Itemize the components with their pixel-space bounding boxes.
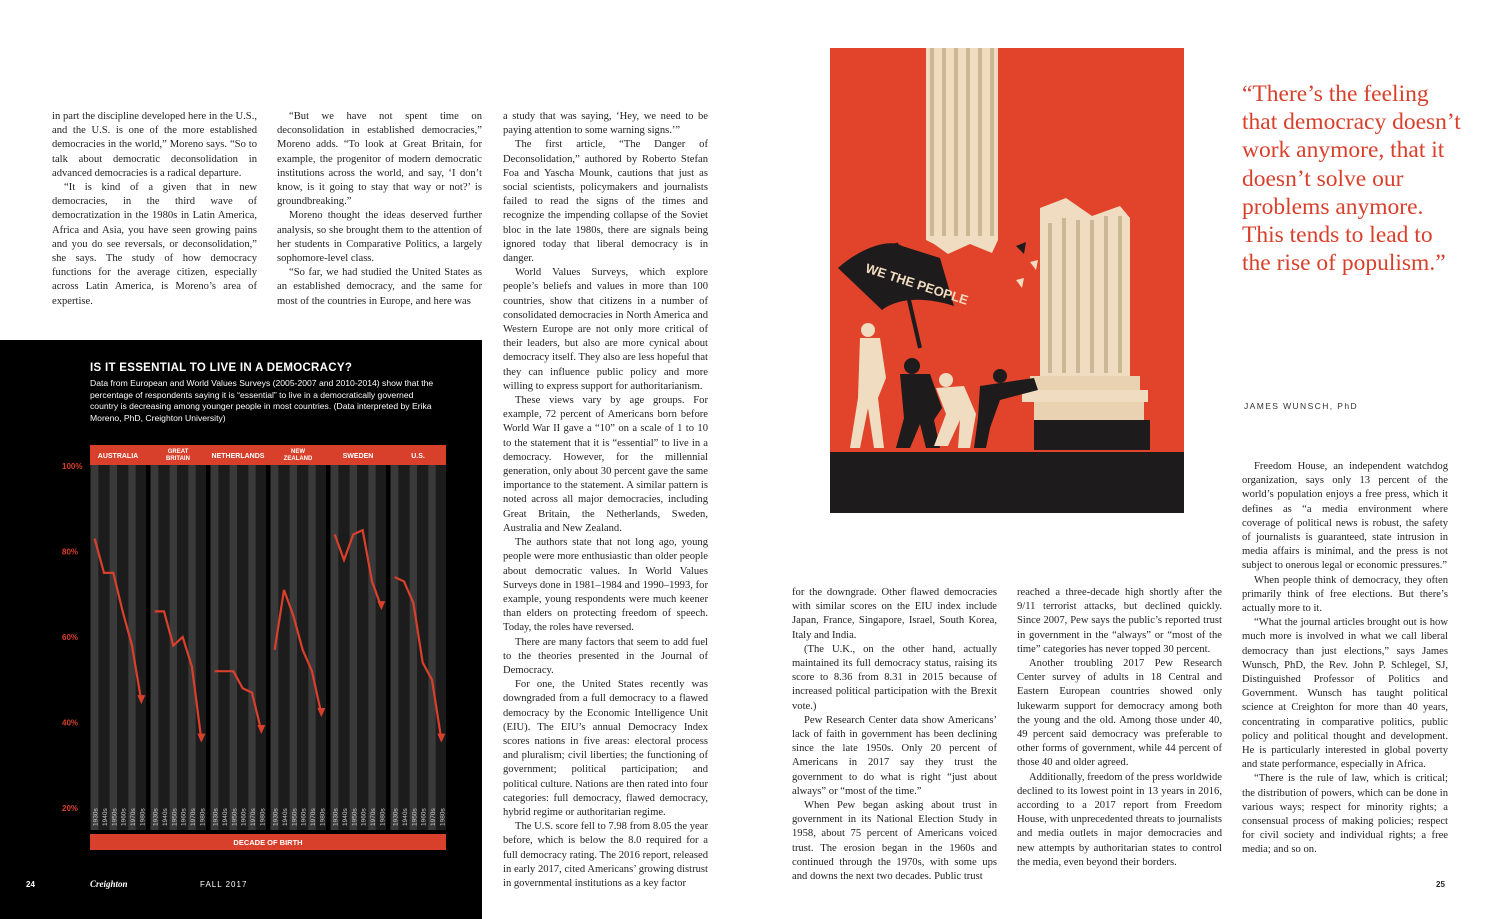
x-tick-label: 1950s <box>111 808 119 826</box>
paragraph: in part the discipline developed here in the U.S., and the U.S. is one of the more established democracies in the world,” Moreno says. “So to talk about democratic deconsolidation in advanced democracies is a radical departure. <box>52 111 257 179</box>
y-tick-label: 20% <box>62 804 79 813</box>
group-background <box>210 465 266 830</box>
paragraph: Another troubling 2017 Pew Research Center survey of adults in 18 Central and Eastern European countries showed only lukewarm support for democracy among both the young and the old. Among those under 40, 49 percent said democracy was preferable to other forms of government, while 44 percent of those 40 and older agreed. <box>1017 658 1222 769</box>
paragraph: Additionally, freedom of the press worldwide declined to its lowest point in 13 years in 2016, according to a 2017 report from Freedom House, with unprecedented threats to journalists and media outlets in major democracies and new attempts by authoritarian states to control the media, even beyond their borders. <box>1017 771 1222 868</box>
x-tick-label: 1960s <box>180 808 188 826</box>
x-tick-label: 1940s <box>402 808 409 826</box>
x-tick-label: 1950s <box>291 808 299 826</box>
x-tick-label: 1970s <box>130 808 137 826</box>
issue-date: FALL 2017 <box>200 880 248 889</box>
paragraph: a study that was saying, ‘Hey, we need to be paying attention to some warning signs.’” <box>503 111 708 137</box>
series-label: GREAT <box>167 449 189 455</box>
paragraph: When Pew began asking about trust in government in its National Election Study in 1958, about 75 percent of Americans voiced trust. The erosion began in the 1960s and continued through the 1970s, with some ups and downs the next two decades. Public trust <box>792 800 997 883</box>
group-background <box>90 465 146 830</box>
paragraph: For one, the United States recently was downgraded from a full democracy to a flawed democracy by the Economic Intelligence Unit (EIU). The EIU’s annual Democracy Index scores nations in five areas: electoral process and pluralism; civil liberties; the functioning of government; political participation; and political culture. Nations are then rated into four categories: full democracy, flawed democracy, hybrid regime or authoritarian regime. <box>503 679 708 818</box>
upper-column-shape <box>926 48 998 254</box>
y-tick-label: 100% <box>62 462 83 471</box>
flag-text: WE THE PEOPLE <box>863 260 971 308</box>
line-chart <box>0 340 482 919</box>
series-label: NETHERLANDS <box>211 453 265 460</box>
decade-bar <box>91 465 98 830</box>
decade-bar <box>368 465 375 830</box>
x-axis-label: DECADE OF BIRTH <box>233 838 303 847</box>
x-tick-label: 1930s <box>272 808 280 826</box>
x-tick-label: 1980s <box>139 808 147 826</box>
pull-quote-attribution: JAMES WUNSCH, PhD <box>1244 401 1359 411</box>
x-tick-label: 1960s <box>360 808 368 826</box>
x-tick-label: 1980s <box>199 808 207 826</box>
series-label: AUSTRALIA <box>97 453 139 460</box>
paragraph: Moreno thought the ideas deserved further analysis, so she brought them to the attention of her students in Comparative Politics, a largely sophomore-level class. <box>277 210 482 265</box>
paragraph: Pew Research Center data show Americans’ lack of faith in government has been declining since the late 1950s. Only 20 percent of Americans in 2017 say they trust the government to do what is right “just about always” or “most of the time.” <box>792 714 997 797</box>
x-tick-label: 1940s <box>222 808 229 826</box>
x-tick-label: 1970s <box>310 808 317 826</box>
x-tick-label: 1980s <box>379 808 387 826</box>
decade-bar <box>428 465 435 830</box>
x-tick-label: 1980s <box>439 808 447 826</box>
decade-bar <box>211 465 218 830</box>
paragraph: The authors state that not long ago, young people were more enthusiastic than older people about democratic values. In World Values Surveys done in 1981–1984 and 1990–1993, for example, young respondents were much keener than elders on protecting freedom of speech. Today, the roles have reversed. <box>503 537 708 634</box>
text-column-left-2 <box>277 110 482 309</box>
x-tick-label: 1930s <box>332 808 340 826</box>
paragraph: World Values Surveys, which explore people’s beliefs and values in more than 100 countries, show that citizens in a number of consolidated democracies in North America and Western Europe are not only more critical of their leaders, but also are more cynical about democracy itself. They also are less hopeful that they can influence public policy and more willing to express support for authoritarianism. <box>503 267 708 392</box>
x-tick-label: 1970s <box>370 808 377 826</box>
decade-bar <box>290 465 297 830</box>
x-tick-label: 1950s <box>171 808 179 826</box>
decade-bar <box>308 465 315 830</box>
paragraph: Freedom House, an independent watchdog organization, says only 13 percent of the world’s population enjoys a free press, which it defines as “a media environment where coverage of political news is robust, the safety of journalists is guaranteed, state intrusion in media affairs is minimal, and the press is not subject to onerous legal or economic pressures.” <box>1242 461 1448 572</box>
chart-title: IS IT ESSENTIAL TO LIVE IN A DEMOCRACY? <box>90 362 353 374</box>
decade-bar <box>350 465 357 830</box>
text-column-left-3 <box>503 110 708 891</box>
decade-bar <box>331 465 338 830</box>
paragraph: When people think of democracy, they often primarily think of free elections. But there’s actually more to it. <box>1242 574 1448 615</box>
decade-bar <box>230 465 237 830</box>
decade-bar <box>188 465 195 830</box>
group-background <box>390 465 446 830</box>
x-tick-label: 1940s <box>342 808 349 826</box>
y-tick-label: 60% <box>62 633 79 642</box>
x-tick-label: 1950s <box>231 808 239 826</box>
x-tick-label: 1980s <box>259 808 267 826</box>
x-tick-label: 1940s <box>102 808 109 826</box>
x-tick-label: 1930s <box>92 808 100 826</box>
x-tick-label: 1970s <box>430 808 437 826</box>
decade-bar <box>170 465 177 830</box>
series-label: U.S. <box>411 453 425 460</box>
x-tick-label: 1970s <box>190 808 197 826</box>
x-tick-label: 1960s <box>120 808 128 826</box>
decade-bar <box>391 465 398 830</box>
x-tick-label: 1980s <box>319 808 327 826</box>
page-number-left: 24 <box>26 880 35 889</box>
group-background <box>150 465 206 830</box>
paragraph: for the downgrade. Other flawed democracies with similar scores on the EIU index include Japan, France, Singapore, Israel, South Korea, Italy and India. <box>792 587 997 641</box>
decade-bar <box>248 465 255 830</box>
illustration-we-the-people <box>830 48 1184 513</box>
decade-bar <box>410 465 417 830</box>
series-label: SWEDEN <box>342 453 374 460</box>
x-tick-label: 1960s <box>420 808 428 826</box>
series-label: BRITAIN <box>166 456 190 462</box>
y-tick-label: 40% <box>62 718 79 728</box>
paragraph: “There is the rule of law, which is critical; the distribution of powers, which can be done in various ways; respect for minority rights; a consensual process of making policies; respect for civil society and individual rights; a free media; and so on. <box>1242 773 1448 856</box>
text-column-right-3 <box>1242 460 1448 858</box>
paragraph: (The U.K., on the other hand, actually maintained its full democracy status, raising its score to 8.36 from 8.31 in 2015 because of increased political participation with the Brexit vote.) <box>792 643 997 712</box>
paragraph: “But we have not spent time on deconsolidation in established democracies,” Moreno adds. “To look at Great Britain, for example, the progenitor of modern democratic institutions across the world, and say, ‘I don’t know, is it going to stay that way or not?’ is groundbreaking.” <box>277 111 482 208</box>
x-tick-label: 1960s <box>240 808 248 826</box>
paragraph: The first article, “The Danger of Deconsolidation,” authored by Roberto Stefan Foa and Yascha Mounk, cautions that just as social scientists, policymakers and journalists failed to read the signs of the times and recognize the impending collapse of the Soviet bloc in the late 1980s, there are signals being ignored today that liberal democracy is in danger. <box>503 139 708 265</box>
x-tick-label: 1960s <box>300 808 308 826</box>
page-number-right: 25 <box>1436 880 1445 889</box>
chart-header-bar <box>90 445 446 465</box>
series-label: ZEALAND <box>283 456 313 462</box>
paragraph: There are many factors that seem to add fuel to the theories presented in the Journal of Democracy. <box>503 636 708 676</box>
decade-bar <box>110 465 117 830</box>
x-tick-label: 1950s <box>411 808 419 826</box>
text-column-right-1 <box>792 586 997 884</box>
x-tick-label: 1930s <box>212 808 220 826</box>
paragraph: reached a three-decade high shortly after the 9/11 terrorist attacks, but declined quickly. Since 2007, Pew says the public’s reported trust in government in the “always” or “most of the time” categories has never topped 30 percent. <box>1017 587 1222 655</box>
x-tick-label: 1940s <box>162 808 169 826</box>
y-tick-label: 80% <box>62 547 79 557</box>
pull-quote: “There’s the feeling that democracy doesn’t work anymore, that it doesn’t solve our problems anymore. This tends to lead to the rise of populism.” <box>1242 81 1461 277</box>
paragraph: “It is kind of a given that in new democracies, in the third wave of democratization in the 1980s in Latin America, Africa and Asia, you have seen growing pains and you do see reversals, or deconsolidation,” she says. The study of how democracy functions for the average citizen, especially across Latin America, is Moreno’s area of expertise. <box>52 182 257 307</box>
text-column-right-2 <box>1017 586 1222 870</box>
x-tick-label: 1940s <box>282 808 289 826</box>
x-tick-label: 1930s <box>392 808 400 826</box>
chart-panel <box>0 340 482 919</box>
paragraph: The U.S. score fell to 7.98 from 8.05 the year before, which is below the 8.0 required for a full democracy rating. The 2016 report, released in early 2017, cited Americans’ growing distrust in governmental institutions as a key factor <box>503 821 708 889</box>
paragraph: “So far, we had studied the United States as an established democracy, and the same for most of the countries in Europe, and here was <box>277 267 482 307</box>
x-tick-label: 1950s <box>351 808 359 826</box>
x-tick-label: 1970s <box>250 808 257 826</box>
paragraph: These views vary by age groups. For example, 72 percent of Americans born before World War II gave a “10” on a scale of 1 to 10 to the statement that it is “essential” to live in a democracy. However, for the millennial generation, only about 30 percent gave the same importance to the statement. A similar pattern is noted across all major democracies, including Great Britain, the Netherlands, Sweden, Australia and New Zealand. <box>503 395 708 534</box>
x-tick-label: 1930s <box>152 808 160 826</box>
group-background <box>270 465 326 830</box>
pushing-figures <box>850 323 1038 448</box>
series-label: NEW <box>291 449 305 455</box>
paragraph: “What the journal articles brought out is how much more is involved in what we call liberal democracy than just elections,” says James Wunsch, PhD, the Rev. John P. Schlegel, SJ, Distinguished Professor of Politics and Government. Wunsch has taught political science at Creighton for more than 40 years, concentrating in comparative politics, public policy and political thought and development. He is particularly interested in global poverty and state performance, especially in Africa. <box>1242 617 1448 771</box>
text-column-left-1 <box>52 110 257 309</box>
lower-column-shape <box>1022 198 1150 450</box>
chart-subtitle: Data from European and World Values Surveys (2005-2007 and 2010-2014) show that the percentage of respondents saying it is “essential” to live in a democratically governed country is decreasing among younger people in most countries. (Data interpreted by Erika Moreno, PhD, Creighton University) <box>90 378 434 423</box>
magazine-name: Creighton <box>90 879 128 889</box>
decade-bar <box>151 465 158 830</box>
group-background <box>330 465 386 830</box>
